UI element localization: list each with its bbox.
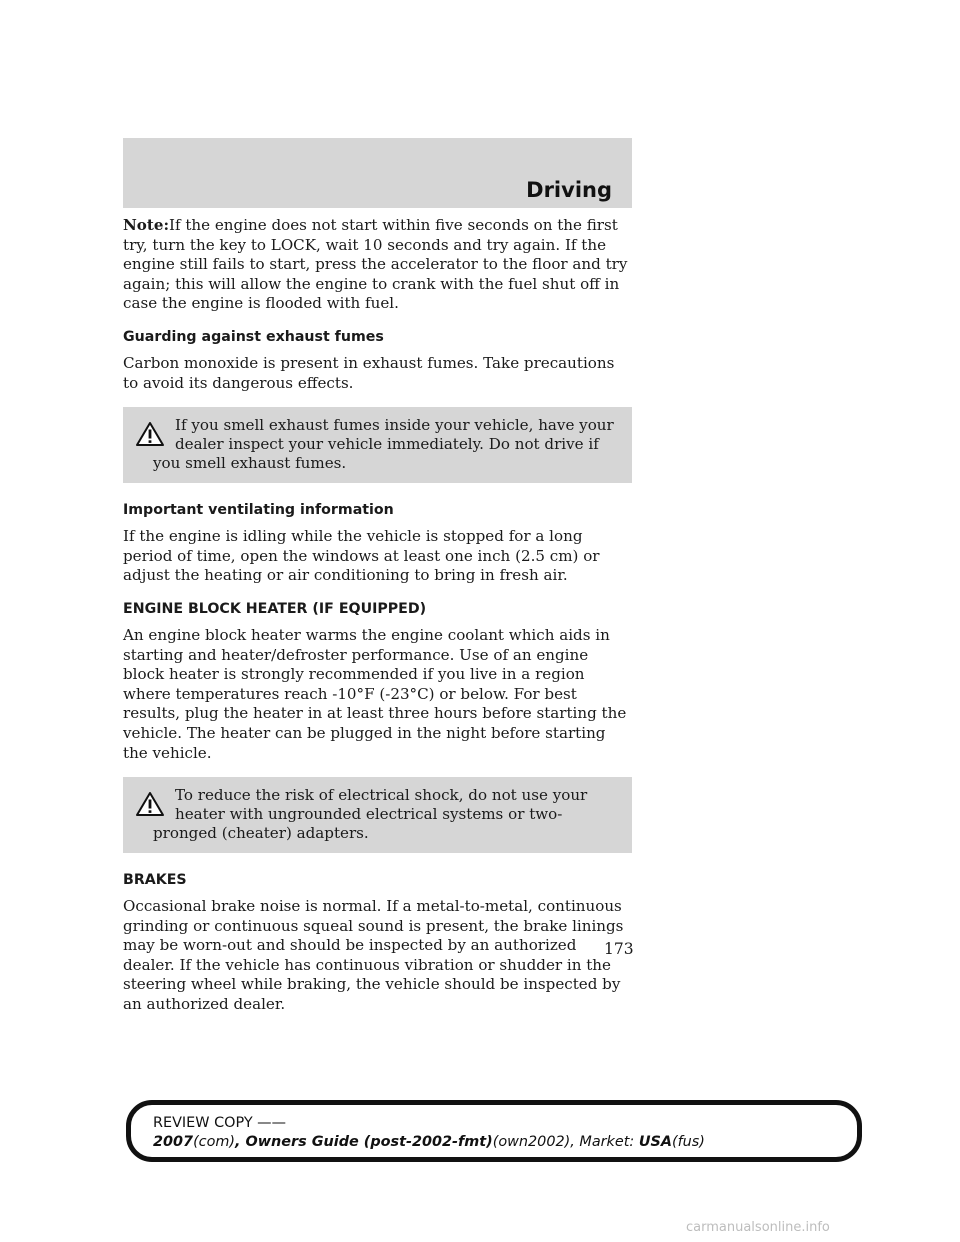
review-market: USA — [638, 1134, 672, 1150]
review-market-label: , Market: — [570, 1134, 639, 1150]
review-fus: (fus) — [672, 1134, 705, 1150]
review-title: , Owners Guide (post-2002-fmt) — [235, 1134, 493, 1150]
review-copy-label: REVIEW COPY —— — [153, 1115, 286, 1131]
brakes-heading: BRAKES — [123, 872, 187, 889]
section-title: Driving — [526, 178, 612, 202]
exhaust-warning-text: If you smell exhaust fumes inside your vehicle, have your dealer inspect your vehicle immediately. Do not drive if you smell exhaust fumes. — [153, 416, 614, 473]
block-heater-body: An engine block heater warms the engine coolant which aids in starting and heater/defroster performance. Use of an engine block heater is strongly recommended if you live in a region where temperatures reach -10°F (-23°C) or below. For best results, plug the heater in at least three hours before starting the vehicle. The heater can be plugged in the night before starting the vehicle. — [123, 625, 627, 762]
note-text: If the engine does not start within five seconds on the first try, turn the key to LOCK, wait 10 seconds and try again. If the engine still fails to start, press the accelerator to the floor and try again; this will allow the engine to crank with the fuel shut off in case the engine is flooded with fuel. — [123, 216, 628, 313]
page-number: 173 — [604, 940, 634, 958]
review-com: (com) — [193, 1134, 236, 1150]
review-year: 2007 — [153, 1134, 194, 1150]
exhaust-warning-box — [123, 407, 632, 483]
watermark: carmanualsonline.info — [686, 1220, 830, 1235]
block-heater-warning-box — [123, 777, 632, 853]
review-copy-box — [126, 1100, 862, 1162]
note-paragraph — [123, 216, 632, 314]
brakes-body: Occasional brake noise is normal. If a metal-to-metal, continuous grinding or continuous squeal sound is present, the brake linings may be worn-out and should be inspected by an authorized dealer. If the vehicle has continuous vibration or shudder in the steering wheel while braking, the vehicle should be inspected by an authorized dealer. — [123, 897, 624, 1014]
block-heater-warning-text: To reduce the risk of electrical shock, do not use your heater with ungrounded electrical systems or two-pronged (cheater) adapters. — [153, 786, 588, 843]
page-content — [123, 216, 632, 1015]
warning-triangle-icon — [135, 791, 165, 817]
warning-triangle-icon — [135, 421, 165, 447]
block-heater-heading: ENGINE BLOCK HEATER (IF EQUIPPED) — [123, 600, 427, 617]
ventilating-heading: Important ventilating information — [123, 502, 394, 519]
review-code: (own2002) — [492, 1134, 571, 1150]
section-header-band — [123, 138, 632, 208]
exhaust-heading: Guarding against exhaust fumes — [123, 328, 384, 345]
note-label: Note: — [123, 216, 170, 234]
review-copy-details — [153, 1134, 705, 1150]
ventilating-body: If the engine is idling while the vehicle is stopped for a long period of time, open the windows at least one inch (2.5 cm) or adjust the heating or air conditioning to bring in fresh air. — [123, 527, 600, 585]
exhaust-body: Carbon monoxide is present in exhaust fumes. Take precautions to avoid its dangerous effects. — [123, 353, 615, 392]
